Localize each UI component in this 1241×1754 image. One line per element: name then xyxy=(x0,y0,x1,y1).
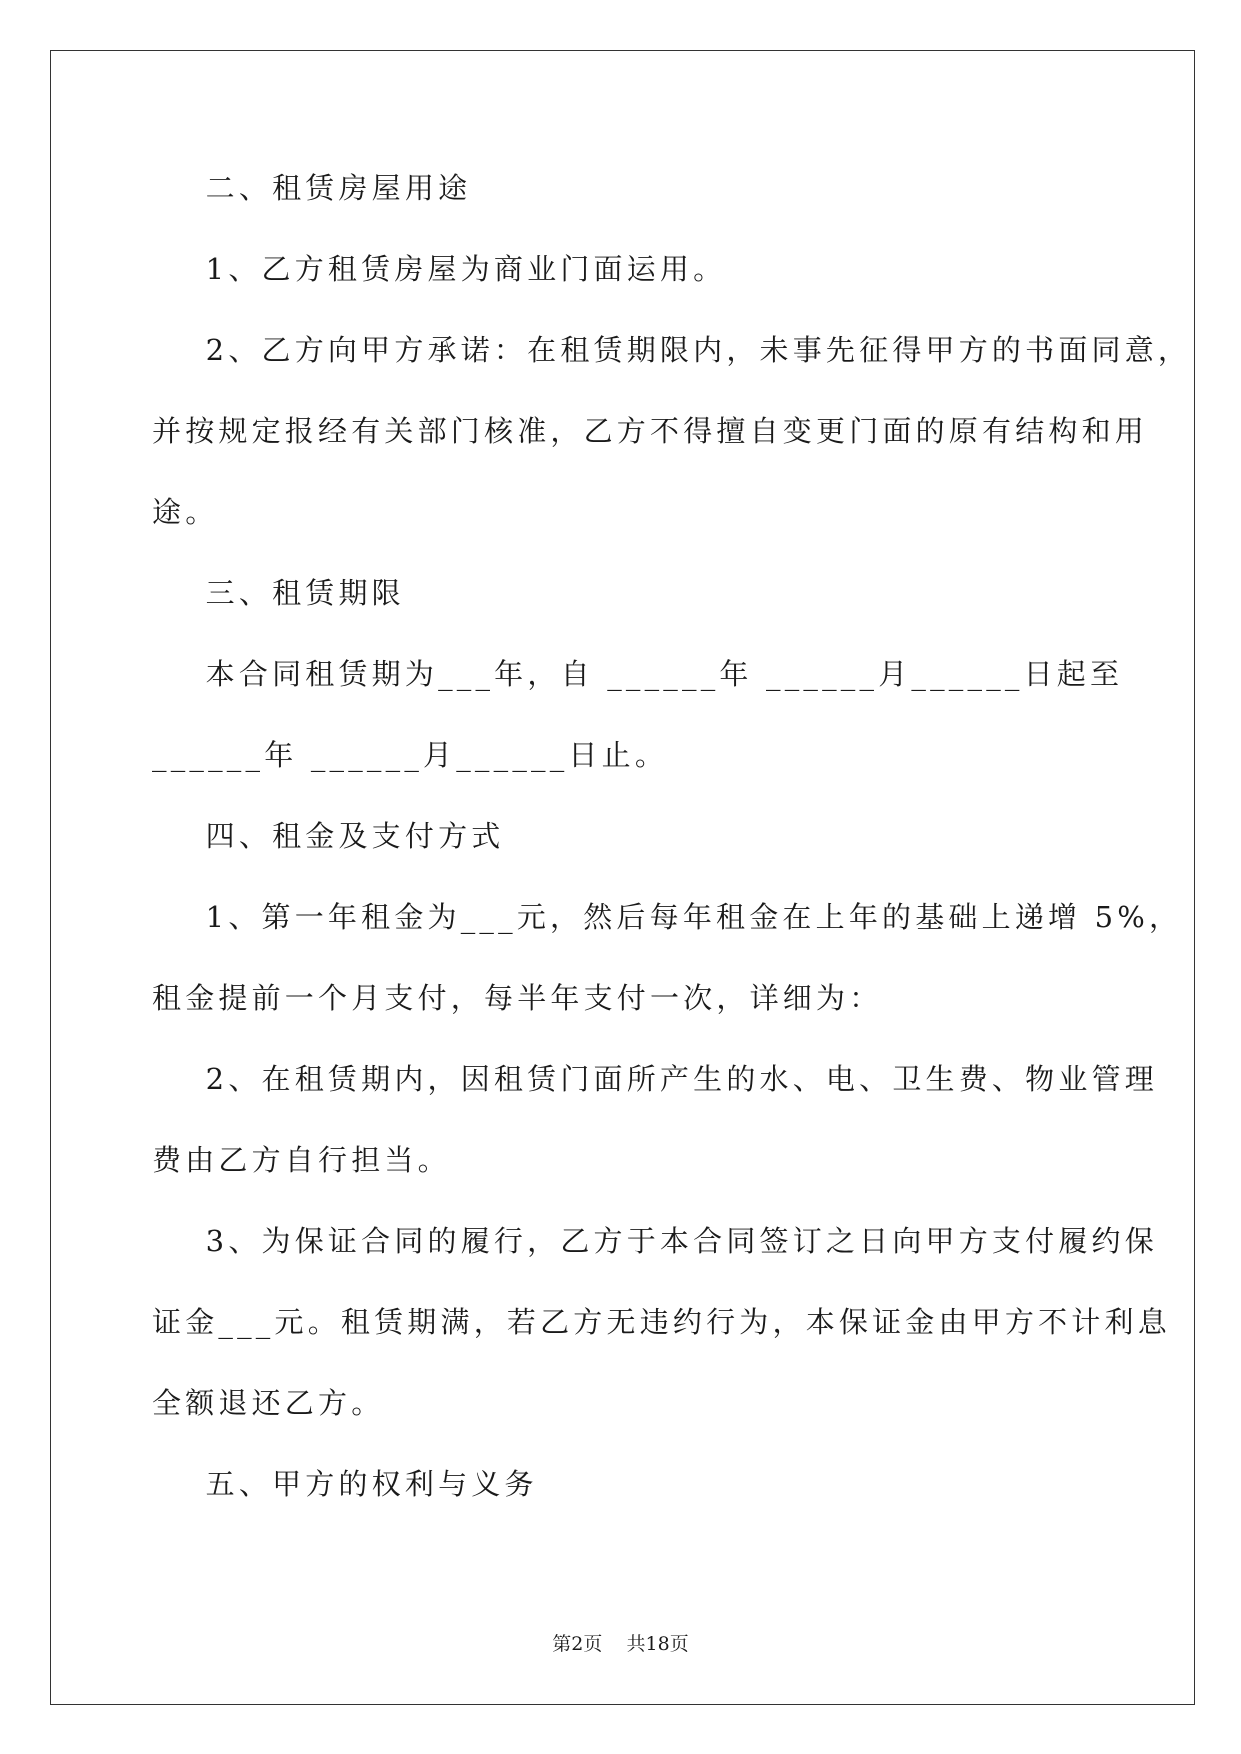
paragraph-line: 证金___元。租赁期满，若乙方无违约行为，本保证金由甲方不计利息 xyxy=(152,1305,1171,1339)
section-heading-rent: 四、租金及支付方式 xyxy=(152,819,505,853)
paragraph-line: 1、乙方租赁房屋为商业门面运用。 xyxy=(152,252,727,286)
paragraph-line: 本合同租赁期为___年，自 ______年 ______月______日起至 xyxy=(152,657,1124,691)
section-heading-party-a: 五、甲方的权利与义务 xyxy=(152,1467,538,1501)
paragraph-line: 全额退还乙方。 xyxy=(152,1386,385,1420)
paragraph-line: ______年 ______月______日止。 xyxy=(152,738,669,772)
paragraph-line: 1、第一年租金为___元，然后每年租金在上年的基础上递增 5%， xyxy=(152,900,1183,934)
paragraph-line: 并按规定报经有关部门核准，乙方不得擅自变更门面的原有结构和用 xyxy=(152,414,1149,448)
paragraph-line: 途。 xyxy=(152,495,219,529)
paragraph-line: 费由乙方自行担当。 xyxy=(152,1143,451,1177)
paragraph-line: 2、在租赁期内，因租赁门面所产生的水、电、卫生费、物业管理 xyxy=(152,1062,1158,1096)
paragraph-line: 租金提前一个月支付，每半年支付一次，详细为： xyxy=(152,981,883,1015)
section-heading-usage: 二、租赁房屋用途 xyxy=(152,171,472,205)
page-border xyxy=(50,50,1195,1705)
paragraph-line: 2、乙方向甲方承诺：在租赁期限内，未事先征得甲方的书面同意， xyxy=(152,333,1192,367)
section-heading-term: 三、租赁期限 xyxy=(152,576,405,610)
paragraph-line: 3、为保证合同的履行，乙方于本合同签订之日向甲方支付履约保 xyxy=(152,1224,1158,1258)
page-number: 第2页 共18页 xyxy=(552,1633,689,1655)
